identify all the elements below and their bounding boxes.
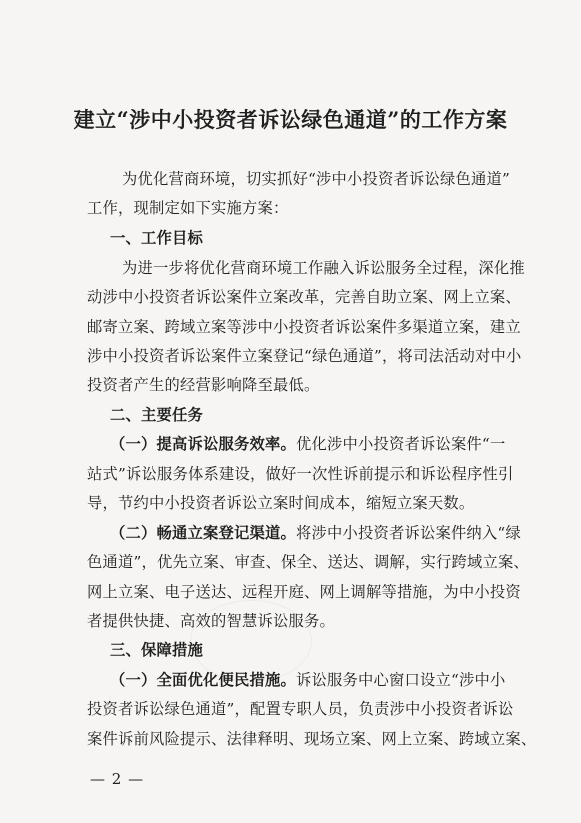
- intro-line-2: 工作，现制定如下实施方案：: [87, 199, 289, 217]
- section-heading-safeguards: 三、保障措施: [110, 641, 203, 659]
- measure-1-first-line: [110, 673, 505, 688]
- paragraph-line: 导，节约中小投资者诉讼立案时间成本，缩短立案天数。: [87, 494, 475, 512]
- measure-1-text: 诉讼服务中心窗口设立“涉中小: [295, 671, 506, 689]
- paragraph-line: 网上立案、电子送达、远程开庭、网上调解等措施，为中小投资: [87, 583, 521, 601]
- task-2-title: （二）畅通立案登记渠道。: [110, 524, 296, 542]
- task-1-first-line: [110, 437, 505, 452]
- paragraph-line: 站式”诉讼服务体系建设，做好一次性诉前提示和诉讼程序性引: [87, 465, 514, 483]
- task-2-first-line: [110, 526, 521, 541]
- paragraph-line: 为进一步将优化营商环境工作融入诉讼服务全过程，深化推: [122, 259, 525, 277]
- intro-line-1: 为优化营商环境，切实抓好“涉中小投资者诉讼绿色通道”: [122, 170, 510, 188]
- paragraph-line: 案件诉前风险提示、法律释明、现场立案、网上立案、跨域立案、: [87, 730, 537, 748]
- paragraph-line: 动涉中小投资者诉讼案件立案改革，完善自助立案、网上立案、: [87, 288, 521, 306]
- paragraph-line: 色通道”，优先立案、审查、保全、送达、调解，实行跨域立案、: [87, 553, 529, 571]
- measure-1-title: （一）全面优化便民措施。: [110, 671, 296, 689]
- document-title: 建立“涉中小投资者诉讼绿色通道”的工作方案: [73, 107, 508, 132]
- task-1-text: 优化涉中小投资者诉讼案件“一: [295, 435, 506, 453]
- paragraph-line: 投资者产生的经营影响降至最低。: [87, 376, 320, 394]
- paragraph-line: 投资者诉讼绿色通道”，配置专职人员，负责涉中小投资者诉讼: [87, 700, 514, 718]
- section-heading-goals: 一、工作目标: [110, 229, 203, 247]
- page-number: — 2 —: [90, 770, 145, 788]
- task-2-text: 将涉中小投资者诉讼案件纳入“绿: [295, 524, 521, 542]
- task-1-title: （一）提高诉讼服务效率。: [110, 435, 296, 453]
- paragraph-line: 者提供快捷、高效的智慧诉讼服务。: [87, 612, 335, 630]
- section-heading-tasks: 二、主要任务: [110, 406, 203, 424]
- paragraph-line: 涉中小投资者诉讼案件立案登记“绿色通道”，将司法活动对中小: [87, 347, 522, 365]
- paragraph-line: 邮寄立案、跨域立案等涉中小投资者诉讼案件多渠道立案，建立: [87, 318, 521, 336]
